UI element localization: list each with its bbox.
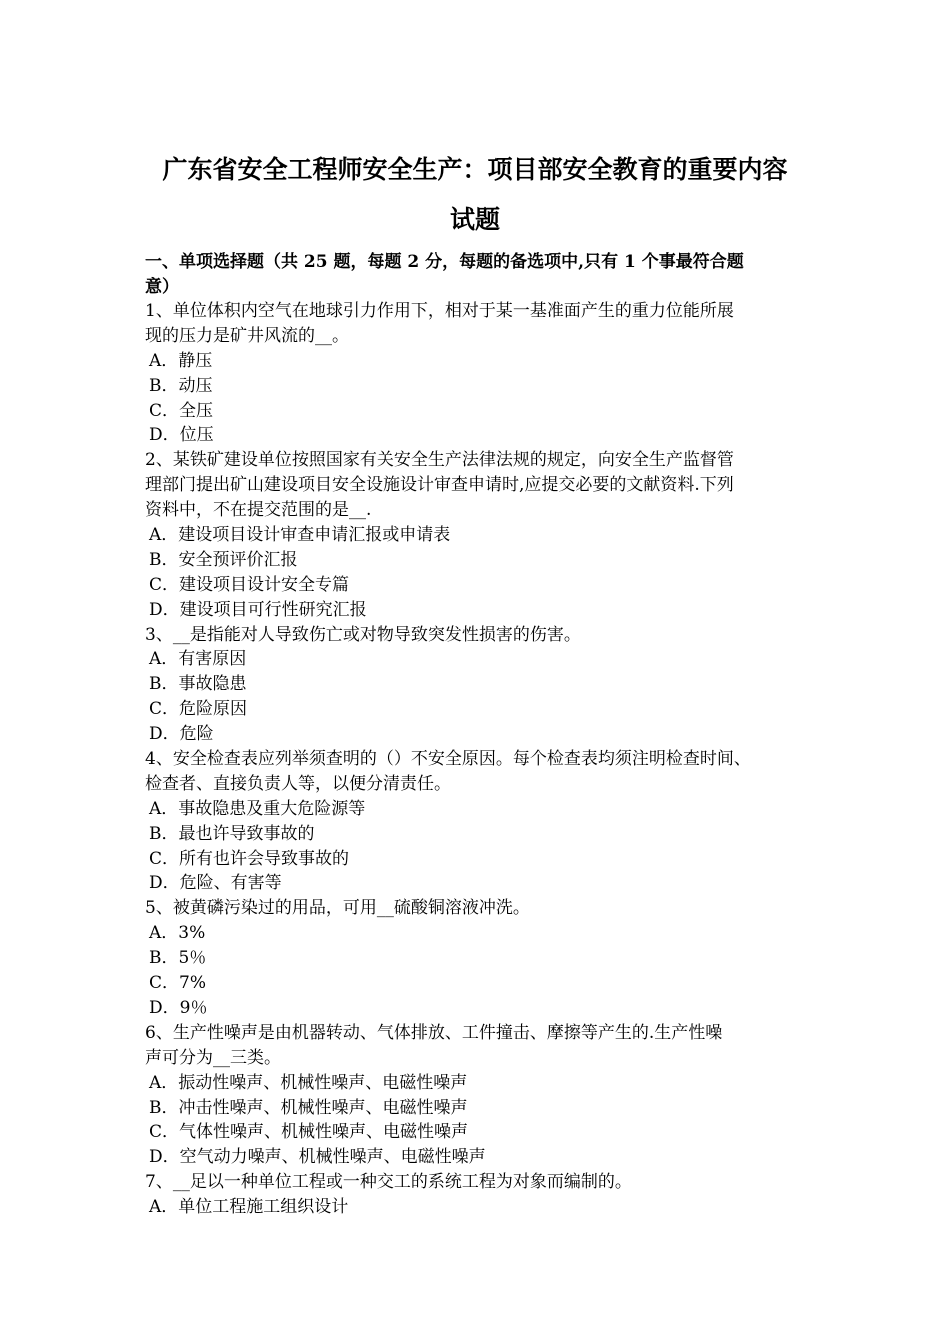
answer-option: B．事故隐患	[149, 674, 247, 695]
question-item	[145, 896, 815, 1020]
answer-option: B．动压	[149, 375, 213, 396]
answer-option: D．建设项目可行性研究汇报	[149, 599, 367, 620]
answer-option: B．5％	[149, 948, 207, 969]
answer-option: A．建设项目设计审查申请汇报或申请表	[149, 525, 451, 546]
section-heading-line: 一、单项选择题（共 25 题，每题 2 分，每题的备选项中,只有 1 个事最符合题	[145, 252, 744, 272]
question-stem-line: 3、__是指能对人导致伤亡或对物导致突发性损害的伤害。	[145, 624, 581, 645]
question-stem-line: 理部门提出矿山建设项目安全设施设计审查申请时,应提交必要的文献资料.下列	[145, 475, 734, 496]
answer-option: B．安全预评价汇报	[149, 549, 298, 570]
answer-option: C．危险原因	[149, 699, 248, 720]
answer-option: A．事故隐患及重大危险源等	[149, 798, 366, 819]
answer-option: D．危险	[149, 724, 214, 745]
question-item	[145, 623, 815, 747]
question-stem-line: 7、__足以一种单位工程或一种交工的系统工程为对象而编制的。	[145, 1172, 632, 1193]
answer-option: A．静压	[149, 350, 213, 371]
question-item	[145, 448, 815, 622]
question-stem-line: 2、某铁矿建设单位按照国家有关安全生产法律法规的规定，向安全生产监督管	[145, 450, 734, 471]
answer-option: A．单位工程施工组织设计	[149, 1197, 349, 1218]
section-heading	[145, 250, 815, 299]
answer-option: A．3%	[149, 923, 206, 944]
question-stem-line: 声可分为__三类。	[145, 1047, 281, 1068]
question-stem-line: 检查者、直接负责人等，以便分清责任。	[145, 773, 451, 794]
question-stem-line: 6、生产性噪声是由机器转动、气体排放、工件撞击、摩擦等产生的.生产性噪	[145, 1022, 723, 1043]
question-item	[145, 299, 815, 448]
question-stem-line: 资料中，不在提交范围的是__.	[145, 500, 372, 521]
answer-option: D．9％	[149, 997, 208, 1018]
question-stem-line: 4、安全检查表应列举须查明的（）不安全原因。每个检查表均须注明检查时间、	[145, 749, 751, 770]
section-heading-line: 意）	[145, 276, 179, 297]
answer-option: B．冲击性噪声、机械性噪声、电磁性噪声	[149, 1097, 468, 1118]
question-stem-line: 5、被黄磷污染过的用品，可用__硫酸铜溶液冲洗。	[145, 898, 530, 919]
answer-option: B．最也许导致事故的	[149, 823, 315, 844]
question-item	[145, 1170, 815, 1220]
answer-option: A．振动性噪声、机械性噪声、电磁性噪声	[149, 1072, 468, 1093]
answer-option: C．建设项目设计安全专篇	[149, 574, 350, 595]
answer-option: A．有害原因	[149, 649, 247, 670]
document-title-line-2: 试题	[449, 205, 500, 234]
answer-option: D．位压	[149, 425, 214, 446]
answer-option: C．气体性噪声、机械性噪声、电磁性噪声	[149, 1122, 469, 1143]
answer-option: C．7%	[149, 973, 206, 994]
answer-option: C．所有也许会导致事故的	[149, 848, 350, 869]
answer-option: D．危险、有害等	[149, 873, 282, 894]
answer-option: C．全压	[149, 400, 214, 421]
question-item	[145, 1021, 815, 1170]
question-list	[145, 299, 815, 1220]
question-stem-line: 现的压力是矿井风流的__。	[145, 325, 349, 346]
answer-option: D．空气动力噪声、机械性噪声、电磁性噪声	[149, 1147, 486, 1168]
document-title-line-1: 广东省安全工程师安全生产：项目部安全教育的重要内容	[162, 155, 788, 184]
question-stem-line: 1、单位体积内空气在地球引力作用下，相对于某一基准面产生的重力位能所展	[145, 301, 734, 321]
question-item	[145, 747, 815, 896]
